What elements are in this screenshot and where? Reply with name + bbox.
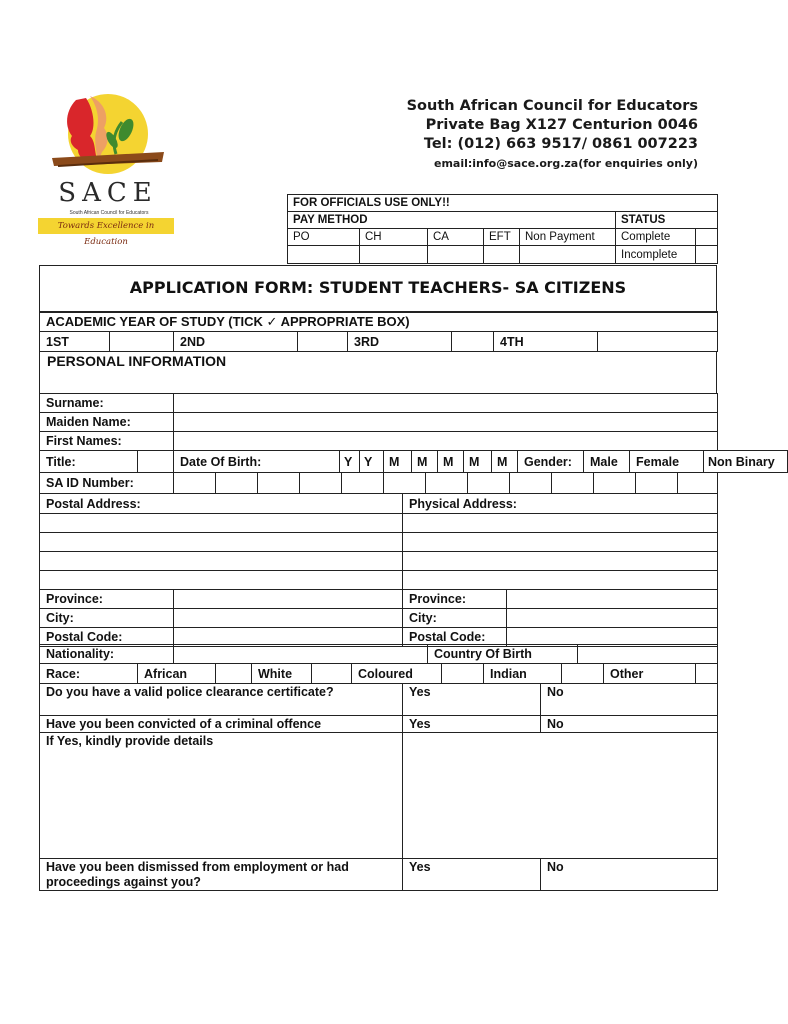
form-title: APPLICATION FORM: STUDENT TEACHERS- SA CITIZENS bbox=[39, 265, 717, 313]
race-coloured-box[interactable] bbox=[442, 664, 484, 684]
title-dob-table bbox=[39, 450, 788, 473]
surname-field[interactable] bbox=[174, 394, 718, 413]
org-email: email:info@sace.org.za(for enquiries only) bbox=[434, 157, 698, 170]
first-names-label: First Names: bbox=[40, 432, 174, 451]
if-yes-details-field[interactable] bbox=[403, 733, 718, 859]
q-dismissed-no[interactable]: No bbox=[541, 859, 718, 891]
logo-tagline: Towards Excellence in Education bbox=[38, 218, 174, 234]
physical-city-label: City: bbox=[403, 609, 507, 628]
nationality-label: Nationality: bbox=[40, 645, 174, 664]
maiden-name-label: Maiden Name: bbox=[40, 413, 174, 432]
sa-id-digit[interactable] bbox=[594, 473, 636, 494]
dob-m4[interactable]: M bbox=[464, 451, 492, 473]
postal-province-label: Province: bbox=[40, 590, 174, 609]
org-name: South African Council for Educators bbox=[406, 98, 698, 114]
status-incomplete: Incomplete bbox=[616, 246, 696, 264]
physical-province-label: Province: bbox=[403, 590, 507, 609]
q-convicted-no[interactable]: No bbox=[541, 716, 718, 733]
physical-province-field[interactable] bbox=[507, 590, 718, 609]
postal-address-line[interactable] bbox=[40, 552, 403, 571]
po-box[interactable] bbox=[288, 246, 360, 264]
personal-info-section bbox=[39, 351, 717, 394]
pay-ca: CA bbox=[428, 229, 484, 246]
postal-province-field[interactable] bbox=[174, 590, 403, 609]
race-white: White bbox=[252, 664, 312, 684]
q-dismissed-label: Have you been dismissed from employment or had proceedings against you? bbox=[40, 859, 403, 891]
dob-m5[interactable]: M bbox=[492, 451, 518, 473]
sa-id-digit[interactable] bbox=[510, 473, 552, 494]
sa-id-digit[interactable] bbox=[678, 473, 718, 494]
sa-id-digit[interactable] bbox=[216, 473, 258, 494]
pay-method-label: PAY METHOD bbox=[288, 212, 616, 229]
physical-address-label: Physical Address: bbox=[403, 494, 718, 514]
org-tel: Tel: (012) 663 9517/ 0861 007223 bbox=[423, 136, 698, 152]
race-other-box[interactable] bbox=[696, 664, 718, 684]
sa-id-digit[interactable] bbox=[552, 473, 594, 494]
gender-male[interactable]: Male bbox=[584, 451, 630, 473]
name-table bbox=[39, 393, 718, 451]
q-convicted-label: Have you been convicted of a criminal offence bbox=[40, 716, 403, 733]
pay-po: PO bbox=[288, 229, 360, 246]
ca-box[interactable] bbox=[428, 246, 484, 264]
year-3rd: 3RD bbox=[348, 332, 452, 352]
race-table bbox=[39, 663, 718, 684]
race-coloured: Coloured bbox=[352, 664, 442, 684]
dob-label: Date Of Birth: bbox=[174, 451, 340, 473]
dob-y2[interactable]: Y bbox=[360, 451, 384, 473]
dob-m1[interactable]: M bbox=[384, 451, 412, 473]
surname-label: Surname: bbox=[40, 394, 174, 413]
ch-box[interactable] bbox=[360, 246, 428, 264]
sa-id-table bbox=[39, 472, 718, 494]
physical-code-label: Postal Code: bbox=[403, 628, 507, 647]
gender-female[interactable]: Female bbox=[630, 451, 704, 473]
physical-address-line[interactable] bbox=[403, 571, 718, 590]
maiden-name-field[interactable] bbox=[174, 413, 718, 432]
nationality-table bbox=[39, 644, 718, 664]
gender-non-binary[interactable]: Non Binary bbox=[704, 451, 788, 473]
logo-subtitle: South African Council for Educators bbox=[69, 210, 149, 216]
year-4th-box[interactable] bbox=[598, 332, 718, 352]
sace-logo bbox=[38, 92, 178, 247]
status-label: STATUS bbox=[616, 212, 718, 229]
sa-id-digit[interactable] bbox=[300, 473, 342, 494]
year-2nd: 2ND bbox=[174, 332, 298, 352]
first-names-field[interactable] bbox=[174, 432, 718, 451]
gender-label: Gender: bbox=[518, 451, 584, 473]
questions-table bbox=[39, 683, 718, 891]
status-complete: Complete bbox=[616, 229, 696, 246]
country-of-birth-field[interactable] bbox=[578, 645, 718, 664]
academic-year-heading: ACADEMIC YEAR OF STUDY (TICK ✓ APPROPRIATE BOX) bbox=[40, 312, 718, 332]
sa-id-digit[interactable] bbox=[426, 473, 468, 494]
postal-address-label: Postal Address: bbox=[40, 494, 403, 514]
race-african-box[interactable] bbox=[216, 664, 252, 684]
academic-year-table bbox=[39, 311, 718, 352]
year-3rd-box[interactable] bbox=[452, 332, 494, 352]
sa-id-label: SA ID Number: bbox=[40, 473, 174, 494]
postal-address-line[interactable] bbox=[40, 571, 403, 590]
sa-id-digit[interactable] bbox=[636, 473, 678, 494]
race-white-box[interactable] bbox=[312, 664, 352, 684]
sa-id-digit[interactable] bbox=[258, 473, 300, 494]
postal-code-label: Postal Code: bbox=[40, 628, 174, 647]
tick-icon: ✓ bbox=[266, 314, 278, 330]
year-4th: 4TH bbox=[494, 332, 598, 352]
postal-address-line[interactable] bbox=[40, 533, 403, 552]
sa-id-digit[interactable] bbox=[384, 473, 426, 494]
race-african: African bbox=[138, 664, 216, 684]
pay-ch: CH bbox=[360, 229, 428, 246]
if-yes-label: If Yes, kindly provide details bbox=[40, 733, 403, 859]
dob-m3[interactable]: M bbox=[438, 451, 464, 473]
race-other: Other bbox=[604, 664, 696, 684]
physical-city-field[interactable] bbox=[507, 609, 718, 628]
non-payment-box[interactable] bbox=[520, 246, 616, 264]
status-incomplete-box[interactable] bbox=[696, 246, 718, 264]
race-label: Race: bbox=[40, 664, 138, 684]
status-complete-box[interactable] bbox=[696, 229, 718, 246]
dob-y1[interactable]: Y bbox=[340, 451, 360, 473]
address-table bbox=[39, 493, 718, 647]
sa-id-digit[interactable] bbox=[342, 473, 384, 494]
personal-info-heading: PERSONAL INFORMATION bbox=[47, 353, 227, 369]
year-1st: 1ST bbox=[40, 332, 110, 352]
sace-emblem bbox=[38, 92, 178, 238]
year-1st-box[interactable] bbox=[110, 332, 174, 352]
pay-non-payment: Non Payment bbox=[520, 229, 616, 246]
q-police-label: Do you have a valid police clearance certificate? bbox=[40, 684, 403, 716]
physical-address-line[interactable] bbox=[403, 552, 718, 571]
physical-address-line[interactable] bbox=[403, 533, 718, 552]
postal-address-line[interactable] bbox=[40, 514, 403, 533]
eft-box[interactable] bbox=[484, 246, 520, 264]
sa-id-digit[interactable] bbox=[468, 473, 510, 494]
physical-address-line[interactable] bbox=[403, 514, 718, 533]
q-dismissed-yes[interactable]: Yes bbox=[403, 859, 541, 891]
dob-m2[interactable]: M bbox=[412, 451, 438, 473]
postal-city-field[interactable] bbox=[174, 609, 403, 628]
q-convicted-yes[interactable]: Yes bbox=[403, 716, 541, 733]
q-police-no[interactable]: No bbox=[541, 684, 718, 716]
sa-id-digit[interactable] bbox=[174, 473, 216, 494]
org-address: Private Bag X127 Centurion 0046 bbox=[425, 117, 698, 133]
officials-title: FOR OFFICIALS USE ONLY!! bbox=[288, 195, 718, 212]
nationality-field[interactable] bbox=[174, 645, 428, 664]
race-indian: Indian bbox=[484, 664, 562, 684]
q-police-yes[interactable]: Yes bbox=[403, 684, 541, 716]
country-of-birth-label: Country Of Birth bbox=[428, 645, 578, 664]
officials-table bbox=[287, 194, 718, 264]
year-2nd-box[interactable] bbox=[298, 332, 348, 352]
postal-city-label: City: bbox=[40, 609, 174, 628]
title-label: Title: bbox=[40, 451, 138, 473]
logo-acronym: SACE bbox=[58, 178, 158, 208]
race-indian-box[interactable] bbox=[562, 664, 604, 684]
pay-eft: EFT bbox=[484, 229, 520, 246]
title-field[interactable] bbox=[138, 451, 174, 473]
